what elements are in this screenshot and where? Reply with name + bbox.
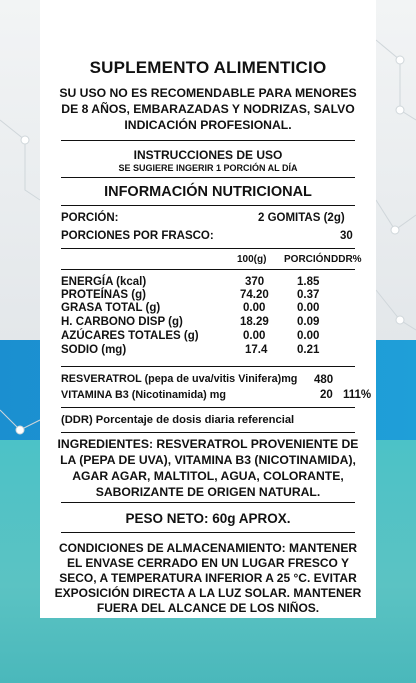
nutrient-per100: 370 <box>245 276 265 288</box>
nutrient-portion: 0.09 <box>297 316 320 328</box>
label-title: SUPLEMENTO ALIMENTICIO <box>89 58 327 77</box>
warning-text: SU USO NO ES RECOMENDABLE PARA MENORES DE 8 AÑOS, EMBARAZADAS Y NODRIZAS, SALVO INDICACIÓN PROFESIONAL. <box>59 86 357 132</box>
nutrient-portion: 1.85 <box>297 276 320 288</box>
active-portion: 480 <box>314 374 334 386</box>
instructions-text: SE SUGIERE INGERIR 1 PORCIÓN AL DÍA <box>118 163 298 173</box>
divider <box>61 248 355 249</box>
servings-per-bottle-label: PORCIONES POR FRASCO: <box>61 230 214 242</box>
nutrient-name: AZÚCARES TOTALES (g) <box>61 330 199 342</box>
storage-conditions: CONDICIONES DE ALMACENAMIENTO: MANTENER EL ENVASE CERRADO EN UN LUGAR FRESCO Y SECO, A TEMPERATURA INFERIOR A 25 °C. EVITAR EXPOSICIÓN DIRECTA A LA LUZ SOLAR. MANTENER FUERA DEL ALCANCE DE LOS NIÑOS. <box>54 541 362 615</box>
divider <box>61 269 355 270</box>
serving-label: PORCIÓN: <box>61 212 119 224</box>
nutrient-portion: 0.21 <box>297 344 320 356</box>
nutrient-name: ENERGÍA (kcal) <box>61 276 147 288</box>
nutrient-per100: 18.29 <box>240 316 269 328</box>
nutrient-per100: 74.20 <box>240 289 269 301</box>
net-weight: PESO NETO: 60g APROX. <box>125 511 291 526</box>
divider <box>61 366 355 367</box>
servings-per-bottle-value: 30 <box>340 230 353 242</box>
column-header-portion: PORCIÓN <box>284 254 331 265</box>
nutrient-name: PROTEÍNAS (g) <box>61 289 146 301</box>
ingredients-text: INGREDIENTES: RESVERATROL PROVENIENTE DE LA (PEPA DE UVA), VITAMINA B3 (NICOTINAMIDA), AGAR AGAR, MALTITOL, AGUA, COLORANTE, SABORIZANTE DE ORIGEN NATURAL. <box>57 437 359 499</box>
instructions-heading: INSTRUCCIONES DE USO <box>133 148 283 162</box>
column-header-ddr: DDR% <box>331 254 362 265</box>
divider <box>61 140 355 141</box>
ddr-footnote: (DDR) Porcentaje de dosis diaria referencial <box>61 414 295 426</box>
divider <box>61 205 355 206</box>
active-name: VITAMINA B3 (Nicotinamida) mg <box>61 389 226 401</box>
nutrient-per100: 0.00 <box>243 302 266 314</box>
divider <box>61 532 355 533</box>
divider <box>61 407 355 408</box>
nutrition-heading: INFORMACIÓN NUTRICIONAL <box>104 184 312 200</box>
divider <box>61 177 355 178</box>
nutrient-name: H. CARBONO DISP (g) <box>61 316 183 328</box>
divider <box>61 502 355 503</box>
nutrient-per100: 17.4 <box>245 344 268 356</box>
nutrient-portion: 0.00 <box>297 330 320 342</box>
nutrient-portion: 0.00 <box>297 302 320 314</box>
nutrition-label-panel <box>40 0 376 618</box>
divider <box>61 432 355 433</box>
nutrient-portion: 0.37 <box>297 289 320 301</box>
column-header-100g: 100(g) <box>237 254 267 265</box>
serving-value: 2 GOMITAS (2g) <box>258 212 345 224</box>
active-ddr: 111% <box>343 389 372 401</box>
active-name: RESVERATROL (pepa de uva/vitis Vinifera)mg <box>61 373 298 385</box>
nutrient-name: GRASA TOTAL (g) <box>61 302 161 314</box>
nutrient-name: SODIO (mg) <box>61 344 127 356</box>
nutrient-per100: 0.00 <box>243 330 266 342</box>
active-portion: 20 <box>320 389 333 401</box>
